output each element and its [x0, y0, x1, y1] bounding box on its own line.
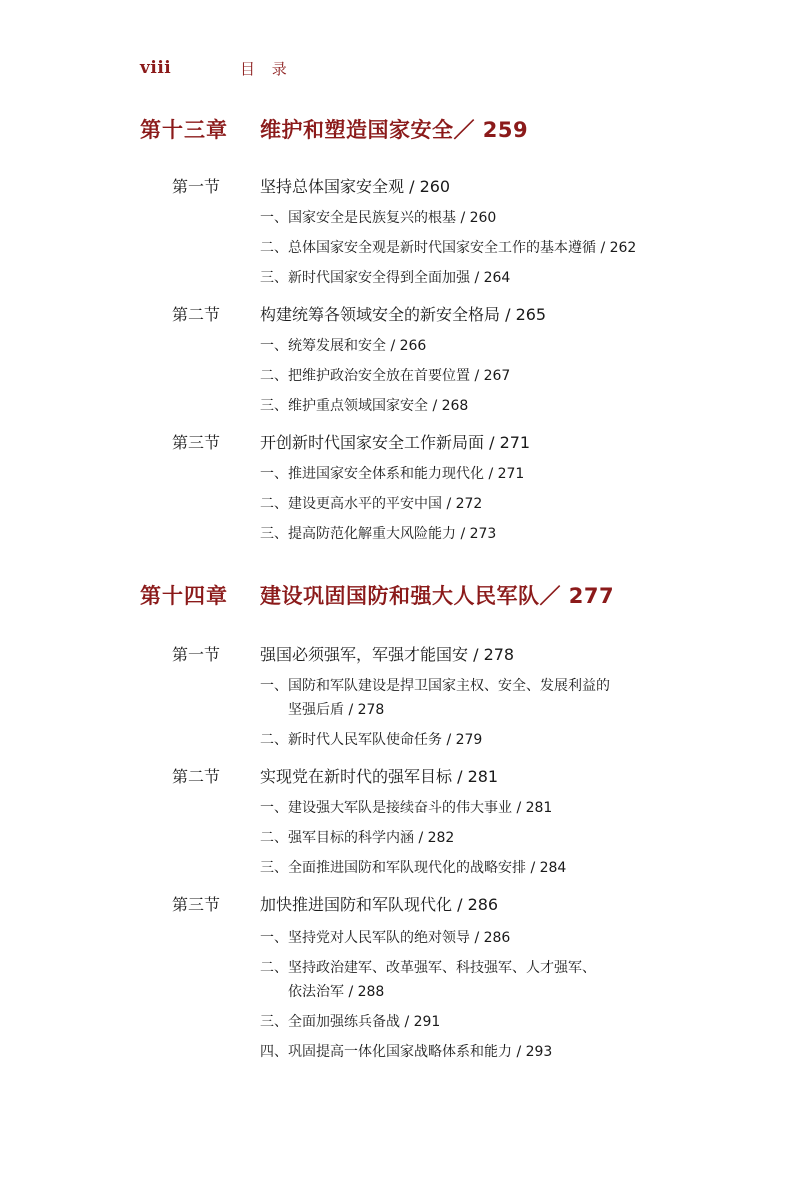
entry-text: 三、提高防范化解重大风险能力 / 273 [260, 526, 497, 542]
toc-entry[interactable] [260, 364, 510, 388]
entry-text-continued: 坚强后盾 / 278 [288, 702, 385, 718]
section-title: 加快推进国防和军队现代化 / 286 [260, 895, 499, 914]
section-title: 构建统筹各领域安全的新安全格局 / 265 [260, 305, 547, 324]
chapter-label: 第十三章 [140, 118, 228, 142]
entry-text: 二、坚持政治建军、改革强军、科技强军、人才强军、 [260, 960, 596, 976]
section-label: 第三节 [172, 895, 221, 914]
entry-text: 一、推进国家安全体系和能力现代化 / 271 [260, 466, 525, 482]
toc-entry[interactable] [260, 926, 510, 950]
toc-entry[interactable] [260, 462, 524, 486]
section-title: 实现党在新时代的强军目标 / 281 [260, 767, 499, 786]
entry-text: 二、把维护政治安全放在首要位置 / 267 [260, 368, 511, 384]
toc-entry[interactable] [260, 334, 426, 358]
toc-entry[interactable] [260, 266, 510, 290]
toc-entry[interactable] [260, 206, 496, 230]
toc-entry[interactable] [260, 956, 596, 1004]
toc-entry[interactable] [260, 674, 610, 722]
entry-text: 三、新时代国家安全得到全面加强 / 264 [260, 270, 511, 286]
toc-entry[interactable] [260, 796, 552, 820]
section-label: 第二节 [172, 305, 221, 324]
toc-entry[interactable] [260, 1010, 440, 1034]
toc-entry[interactable] [260, 826, 454, 850]
page-number: viii [140, 58, 172, 78]
entry-text-continued: 依法治军 / 288 [288, 984, 385, 1000]
entry-text: 二、建设更高水平的平安中国 / 272 [260, 496, 483, 512]
toc-entry[interactable] [260, 1040, 552, 1064]
section-label: 第二节 [172, 767, 221, 786]
entry-text: 一、国防和军队建设是捍卫国家主权、安全、发展利益的 [260, 678, 610, 694]
toc-entry[interactable] [260, 856, 566, 880]
entry-text: 三、全面加强练兵备战 / 291 [260, 1014, 441, 1030]
chapter-title: 维护和塑造国家安全／ 259 [260, 118, 529, 142]
entry-text: 一、坚持党对人民军队的绝对领导 / 286 [260, 930, 511, 946]
section-title: 强国必须强军，军强才能国安 / 278 [260, 645, 515, 664]
entry-text: 二、总体国家安全观是新时代国家安全工作的基本遵循 / 262 [260, 240, 637, 256]
entry-text: 一、国家安全是民族复兴的根基 / 260 [260, 210, 497, 226]
section-label: 第一节 [172, 177, 221, 196]
toc-entry[interactable] [260, 728, 482, 752]
section-label: 第三节 [172, 433, 221, 452]
entry-text: 四、巩固提高一体化国家战略体系和能力 / 293 [260, 1044, 553, 1060]
entry-text: 二、强军目标的科学内涵 / 282 [260, 830, 455, 846]
entry-text: 二、新时代人民军队使命任务 / 279 [260, 732, 483, 748]
section-label: 第一节 [172, 645, 221, 664]
entry-text: 三、维护重点领域国家安全 / 268 [260, 398, 469, 414]
toc-entry[interactable] [260, 394, 468, 418]
entry-text: 一、统筹发展和安全 / 266 [260, 338, 427, 354]
toc-entry[interactable] [260, 236, 636, 260]
toc-entry[interactable] [260, 492, 482, 516]
section-title: 坚持总体国家安全观 / 260 [260, 177, 451, 196]
chapter-label: 第十四章 [140, 584, 228, 608]
entry-text: 三、全面推进国防和军队现代化的战略安排 / 284 [260, 860, 567, 876]
chapter-title: 建设巩固国防和强大人民军队／ 277 [260, 584, 615, 608]
entry-text: 一、建设强大军队是接续奋斗的伟大事业 / 281 [260, 800, 553, 816]
toc-entry[interactable] [260, 522, 496, 546]
section-title: 开创新时代国家安全工作新局面 / 271 [260, 433, 531, 452]
running-title: 目 录 [240, 60, 293, 78]
